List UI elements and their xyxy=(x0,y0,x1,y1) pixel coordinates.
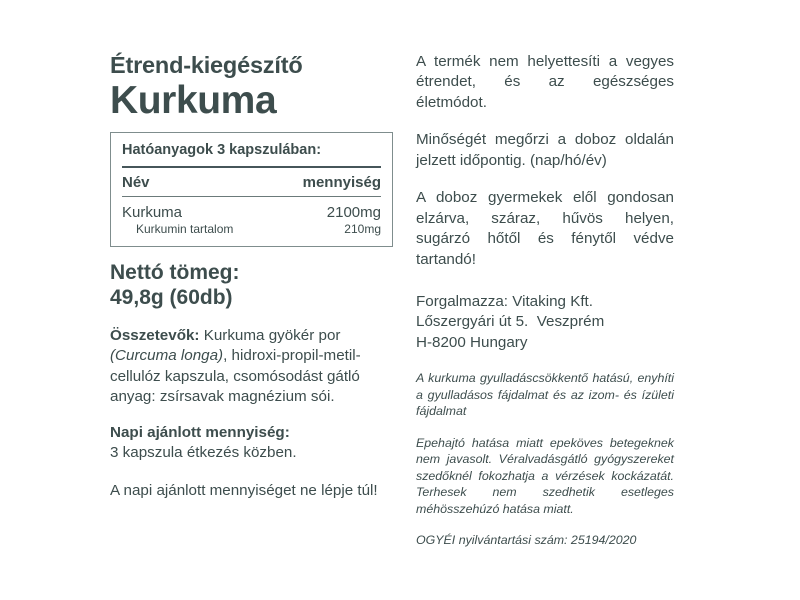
table-cell-name: Kurkuma xyxy=(122,203,183,221)
expiry-paragraph: Minőségét megőrzi a doboz oldalán jelzett időpontig. (nap/hó/év) xyxy=(416,131,674,169)
distributor-block xyxy=(416,292,674,354)
net-weight-block xyxy=(110,260,398,310)
ingredients-table-title: Hatóanyagok 3 kapszulában: xyxy=(122,142,322,159)
right-column xyxy=(416,52,674,549)
registration-number: OGYÉI nyilvántartási szám: 25194/2020 xyxy=(416,533,637,548)
table-header-amount: mennyiség xyxy=(302,173,381,191)
left-column xyxy=(110,52,398,501)
ingredients-latin-name: (Curcuma longa) xyxy=(110,347,224,365)
product-kicker: Étrend-kiegészítő xyxy=(110,52,303,78)
distributor-name: Forgalmazza: Vitaking Kft. xyxy=(416,292,593,310)
table-header-row xyxy=(122,174,381,191)
table-row xyxy=(122,222,381,236)
net-weight-label: Nettó tömeg: xyxy=(110,260,240,284)
table-cell-amount: 210mg xyxy=(344,221,381,236)
storage-paragraph: A doboz gyermekek elől gondosan elzárva, száraz, hűvös helyen, sugárzó hőtől és fénytől védve tartandó! xyxy=(416,189,674,268)
net-weight-value: 49,8g (60db) xyxy=(110,286,233,309)
overdose-warning: A napi ajánlott mennyiséget ne lépje túl! xyxy=(110,481,378,499)
active-ingredients-panel xyxy=(110,132,393,246)
dosage-label: Napi ajánlott mennyiség: xyxy=(110,424,290,442)
table-rule-top xyxy=(122,166,381,168)
table-cell-amount: 2100mg xyxy=(326,203,381,221)
ingredients-text-a: Kurkuma gyökér por xyxy=(199,327,341,345)
distributor-country: H-8200 Hungary xyxy=(416,333,528,351)
table-cell-name: Kurkumin tartalom xyxy=(136,221,234,236)
health-claim-note: A kurkuma gyulladáscsökkentő hatású, enyhíti a gyulladásos fájdalmat és az izom- és ízületi fájdalmat xyxy=(416,371,674,419)
table-header-name: Név xyxy=(122,173,150,191)
dosage-paragraph xyxy=(110,423,398,463)
contraindications-note: Epehajtó hatása miatt epeköves betegeknek nem javasolt. Véralvadásgátló gyógyszereket szedőknél fokozhatja a vérzések kockázatát. Terhesek nem szedhetik esetleges méhösszehúzó hatása miatt. xyxy=(416,435,674,516)
table-rule-mid xyxy=(122,196,381,197)
table-row xyxy=(122,204,381,221)
disclaimer-paragraph: A termék nem helyettesíti a vegyes étrendet, és az egészséges életmódot. xyxy=(416,53,674,111)
dosage-text: 3 kapszula étkezés közben. xyxy=(110,444,297,462)
product-name: Kurkuma xyxy=(110,79,277,123)
ingredients-text-b: , hidroxi-propil-metil-cellulóz kapszula, csomósodást gátló anyag: zsírsavak magnézium sói. xyxy=(110,347,361,405)
ingredients-paragraph xyxy=(110,326,398,407)
distributor-street: Lőszergyári út 5. Veszprém xyxy=(416,313,605,331)
ingredients-label: Összetevők: xyxy=(110,327,200,345)
